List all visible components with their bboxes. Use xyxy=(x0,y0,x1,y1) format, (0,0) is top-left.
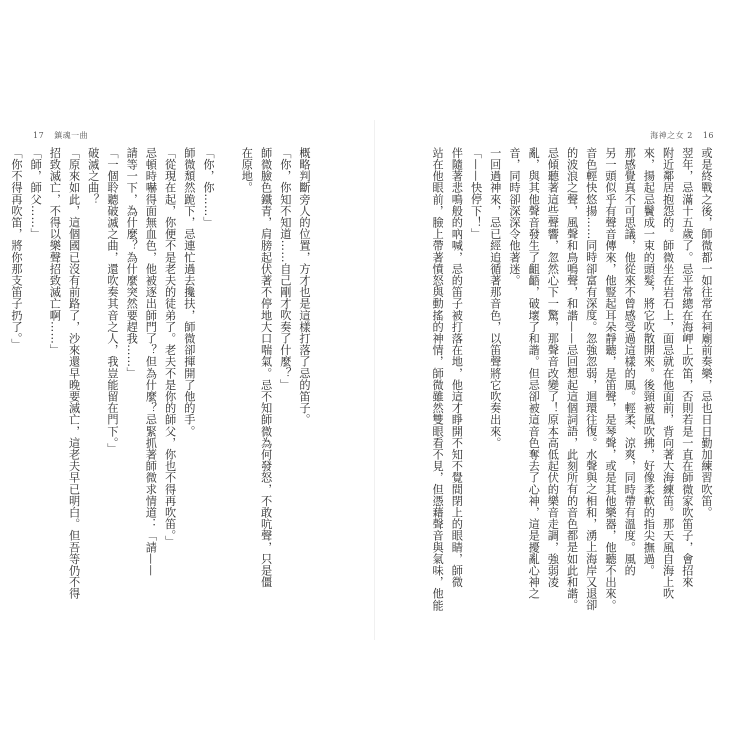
right-page-header xyxy=(650,131,714,141)
text-column: 招致滅亡，不得以樂聲招致滅亡啊……」 xyxy=(48,147,62,356)
text-column: 「——快停下！」 xyxy=(469,147,483,240)
text-column: 「從現在起，你便不是老夫的徒弟了。老夫不是你的師父，你也不得再吹笛。」 xyxy=(163,147,177,548)
text-column: 翌年，忌滿十五歲了。忌平常總在海岬上吹笛，否則若是一直在師微家吹笛子，會招來 xyxy=(680,147,694,588)
text-column: 「你，你知不知道……自己剛才吹奏了什麼？」 xyxy=(278,147,292,391)
right-page-number: 16 xyxy=(702,131,714,140)
text-column: 來，揚起忌鬢成一束的頭髮，將它吹散開來。後頸被風吹拂，好像柔軟的指尖撫過。 xyxy=(642,147,656,577)
left-running-title: 鎮魂一曲 xyxy=(54,131,89,140)
text-column: 亂，與其他聲音發生了齟齬，破壞了和諧。但忌卻被這音色奪去了心神，這是擾亂心神之 xyxy=(527,147,541,600)
text-column: 師微臉色鐵青，肩膀起伏著不停地大口喘氣。忌不知師微為何發怒，不敢吭聲，只是僵 xyxy=(259,147,273,588)
text-column: 「師，師父……」 xyxy=(29,147,43,240)
left-page-number: 17 xyxy=(33,131,45,140)
text-column: 音，同時卻深深令他著迷。 xyxy=(507,147,521,287)
left-page-header xyxy=(33,131,88,141)
text-column: 「你不得再吹笛，將你那支笛子扔了。」 xyxy=(9,147,23,351)
text-column: 的波浪之聲，風聲和鳥鳴聲，和諧——忌回想起這個詞語，此刻所有的音色都是如此和諧。 xyxy=(565,147,579,611)
text-column: 附近鄰居抱怨的。師微坐在岩石上，面忌就在他面前，背向著大海練笛。那天風自海上吹 xyxy=(661,147,675,600)
left-page-text xyxy=(9,147,314,609)
text-column: 破滅之曲？ xyxy=(86,147,100,205)
text-column: 一回過神來，忌已經追循著那音色，以笛聲將它吹奏出來。 xyxy=(488,147,502,449)
text-column: 請等一下，為什麼？為什麼突然要趕我……」 xyxy=(125,147,139,379)
text-column: 忌傾聽著這些聲響，忽然心下一驚，那聲音改變了！原本高低起伏的樂音走調，強弱凌 xyxy=(546,147,560,588)
blank-column xyxy=(218,147,237,609)
text-column: 「一個聆聽破滅之曲，還吹奏其音之人，我豈能留在門下。」 xyxy=(105,147,119,455)
text-column: 忌頓時嚇得面無血色，他被逐出師門了？但為什麼？忌緊抓著師微求情道：「請—— xyxy=(144,147,158,577)
text-column: 概略判斷旁人的位置，方才也是這樣打落了忌的笛子。 xyxy=(298,147,311,426)
text-column: 那感覺真不可思議，他從來不曾感受過這樣的風。輕柔、涼爽，同時帶有溫度。風的 xyxy=(623,147,637,577)
book-spine-divider xyxy=(374,120,375,640)
text-column: 站在他眼前，臉上帶著憤怒與動搖的神情，師微雖然雙眼看不見，但憑藉聲音與氣味，他能 xyxy=(431,147,445,611)
text-column: 在原地。 xyxy=(240,147,254,194)
text-column: 「原來如此，這個國已沒有前路了，沙來還早晚要滅亡，這老夫早已明白。但吾等仍不得 xyxy=(67,147,81,600)
right-page-text xyxy=(431,147,716,611)
text-column: 師微頹然跪下，忌連忙過去攙扶，師微卻揮開了他的手。 xyxy=(182,147,196,437)
right-running-title: 海神之女 2 xyxy=(650,131,693,140)
text-column: 音色輕快悠揚……同時卻富有深度。忽強忽弱，迴環往復。水聲與之相和，湧上海岸又退卻 xyxy=(584,147,598,611)
text-column: 另一頭似乎有聲音傳來，他豎起耳朵靜聽，是笛聲，是琴聲，或是其他樂器，他聽不出來。 xyxy=(603,147,617,611)
text-column: 伴隨著悲鳴般的吶喊，忌的笛子被打落在地，他這才睜開不知不覺間閉上的眼睛，師微 xyxy=(450,147,464,588)
text-column: 或是終戰之後，師微都一如往常在祠廟前奏樂，忌也日日勤加練習吹笛。 xyxy=(700,147,713,519)
text-column: 「你，你……」 xyxy=(202,147,215,229)
